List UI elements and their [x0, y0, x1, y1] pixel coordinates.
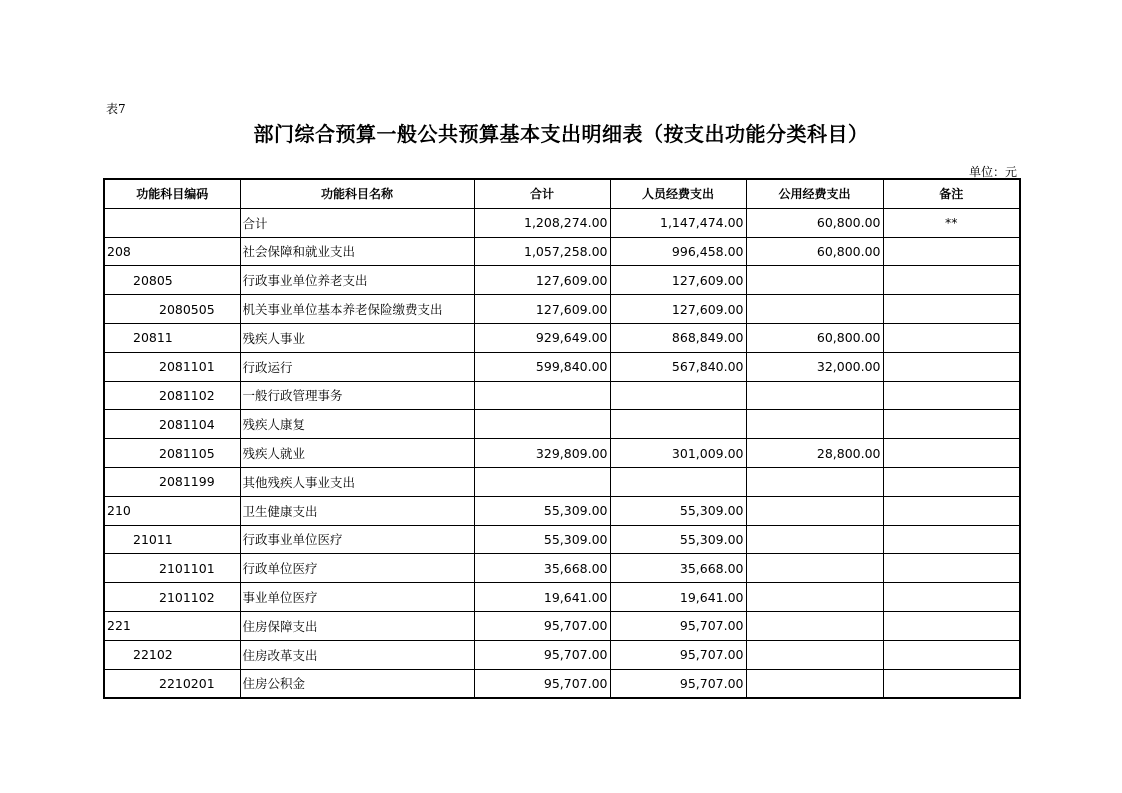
cell-code: 2081104 — [104, 410, 240, 439]
budget-table — [103, 178, 1021, 699]
cell-code: 2081105 — [104, 439, 240, 468]
cell-name: 其他残疾人事业支出 — [240, 467, 474, 496]
cell-total: 55,309.00 — [474, 525, 610, 554]
cell-public — [746, 295, 883, 324]
cell-note — [883, 554, 1020, 583]
cell-note — [883, 496, 1020, 525]
cell-code: 2101101 — [104, 554, 240, 583]
cell-public: 32,000.00 — [746, 352, 883, 381]
cell-personnel: 127,609.00 — [610, 295, 746, 324]
table-row — [104, 208, 1020, 237]
cell-name: 一般行政管理事务 — [240, 381, 474, 410]
cell-code: 221 — [104, 611, 240, 640]
cell-code: 20805 — [104, 266, 240, 295]
cell-total — [474, 410, 610, 439]
cell-code: 21011 — [104, 525, 240, 554]
cell-code: 22102 — [104, 640, 240, 669]
cell-personnel: 567,840.00 — [610, 352, 746, 381]
cell-personnel: 55,309.00 — [610, 525, 746, 554]
cell-public: 60,800.00 — [746, 323, 883, 352]
cell-code: 2081102 — [104, 381, 240, 410]
cell-personnel: 996,458.00 — [610, 237, 746, 266]
cell-note — [883, 295, 1020, 324]
cell-personnel: 868,849.00 — [610, 323, 746, 352]
cell-total: 127,609.00 — [474, 266, 610, 295]
cell-public — [746, 583, 883, 612]
cell-note — [883, 410, 1020, 439]
cell-code: 2080505 — [104, 295, 240, 324]
table-label: 表7 — [106, 102, 126, 116]
cell-total: 329,809.00 — [474, 439, 610, 468]
cell-note — [883, 237, 1020, 266]
cell-public — [746, 611, 883, 640]
cell-name: 行政单位医疗 — [240, 554, 474, 583]
cell-name: 残疾人康复 — [240, 410, 474, 439]
cell-name: 残疾人事业 — [240, 323, 474, 352]
cell-public — [746, 381, 883, 410]
cell-note — [883, 439, 1020, 468]
cell-code: 2081199 — [104, 467, 240, 496]
cell-code: 208 — [104, 237, 240, 266]
cell-personnel — [610, 467, 746, 496]
table-row — [104, 554, 1020, 583]
cell-public — [746, 467, 883, 496]
cell-total: 929,649.00 — [474, 323, 610, 352]
cell-public — [746, 640, 883, 669]
unit-label: 单位：元 — [968, 165, 1017, 179]
cell-total: 55,309.00 — [474, 496, 610, 525]
cell-total: 95,707.00 — [474, 640, 610, 669]
cell-code: 2210201 — [104, 669, 240, 698]
cell-name: 社会保障和就业支出 — [240, 237, 474, 266]
cell-public — [746, 669, 883, 698]
table-body — [104, 208, 1020, 698]
cell-total: 599,840.00 — [474, 352, 610, 381]
table-row — [104, 583, 1020, 612]
cell-total: 95,707.00 — [474, 611, 610, 640]
cell-note — [883, 525, 1020, 554]
column-header-public: 公用经费支出 — [746, 179, 883, 208]
cell-total: 1,208,274.00 — [474, 208, 610, 237]
cell-note: ** — [883, 208, 1020, 237]
cell-name: 行政运行 — [240, 352, 474, 381]
table-header-row — [104, 179, 1020, 208]
cell-name: 行政事业单位医疗 — [240, 525, 474, 554]
cell-note — [883, 640, 1020, 669]
cell-public — [746, 525, 883, 554]
cell-personnel: 95,707.00 — [610, 669, 746, 698]
cell-total: 35,668.00 — [474, 554, 610, 583]
cell-personnel: 19,641.00 — [610, 583, 746, 612]
cell-note — [883, 467, 1020, 496]
column-header-note: 备注 — [883, 179, 1020, 208]
cell-name: 住房保障支出 — [240, 611, 474, 640]
table-row — [104, 237, 1020, 266]
cell-name: 机关事业单位基本养老保险缴费支出 — [240, 295, 474, 324]
cell-code: 20811 — [104, 323, 240, 352]
cell-name: 住房公积金 — [240, 669, 474, 698]
cell-note — [883, 323, 1020, 352]
cell-name: 合计 — [240, 208, 474, 237]
cell-note — [883, 611, 1020, 640]
cell-public: 28,800.00 — [746, 439, 883, 468]
cell-code: 210 — [104, 496, 240, 525]
cell-personnel: 35,668.00 — [610, 554, 746, 583]
cell-personnel: 1,147,474.00 — [610, 208, 746, 237]
cell-note — [883, 669, 1020, 698]
cell-personnel: 301,009.00 — [610, 439, 746, 468]
cell-personnel: 95,707.00 — [610, 611, 746, 640]
cell-total — [474, 381, 610, 410]
table-row — [104, 295, 1020, 324]
table-row — [104, 467, 1020, 496]
cell-name: 残疾人就业 — [240, 439, 474, 468]
cell-total: 127,609.00 — [474, 295, 610, 324]
table-row — [104, 611, 1020, 640]
cell-personnel — [610, 381, 746, 410]
cell-note — [883, 583, 1020, 612]
cell-note — [883, 352, 1020, 381]
cell-name: 住房改革支出 — [240, 640, 474, 669]
cell-name: 卫生健康支出 — [240, 496, 474, 525]
table-row — [104, 266, 1020, 295]
table-row — [104, 496, 1020, 525]
cell-public: 60,800.00 — [746, 237, 883, 266]
cell-public — [746, 554, 883, 583]
cell-name: 行政事业单位养老支出 — [240, 266, 474, 295]
column-header-total: 合计 — [474, 179, 610, 208]
cell-name: 事业单位医疗 — [240, 583, 474, 612]
table-row — [104, 323, 1020, 352]
table-row — [104, 352, 1020, 381]
cell-personnel: 95,707.00 — [610, 640, 746, 669]
cell-personnel: 127,609.00 — [610, 266, 746, 295]
cell-code — [104, 208, 240, 237]
cell-note — [883, 381, 1020, 410]
table-row — [104, 439, 1020, 468]
table-row — [104, 669, 1020, 698]
cell-total: 95,707.00 — [474, 669, 610, 698]
table-row — [104, 525, 1020, 554]
table-row — [104, 640, 1020, 669]
column-header-name: 功能科目名称 — [240, 179, 474, 208]
column-header-personnel: 人员经费支出 — [610, 179, 746, 208]
cell-total: 19,641.00 — [474, 583, 610, 612]
cell-personnel: 55,309.00 — [610, 496, 746, 525]
cell-note — [883, 266, 1020, 295]
cell-public — [746, 410, 883, 439]
cell-public — [746, 266, 883, 295]
cell-total: 1,057,258.00 — [474, 237, 610, 266]
column-header-code: 功能科目编码 — [104, 179, 240, 208]
table-row — [104, 410, 1020, 439]
cell-public — [746, 496, 883, 525]
cell-code: 2101102 — [104, 583, 240, 612]
cell-public: 60,800.00 — [746, 208, 883, 237]
page-title: 部门综合预算一般公共预算基本支出明细表（按支出功能分类科目） — [253, 122, 869, 146]
cell-code: 2081101 — [104, 352, 240, 381]
table-row — [104, 381, 1020, 410]
cell-personnel — [610, 410, 746, 439]
cell-total — [474, 467, 610, 496]
